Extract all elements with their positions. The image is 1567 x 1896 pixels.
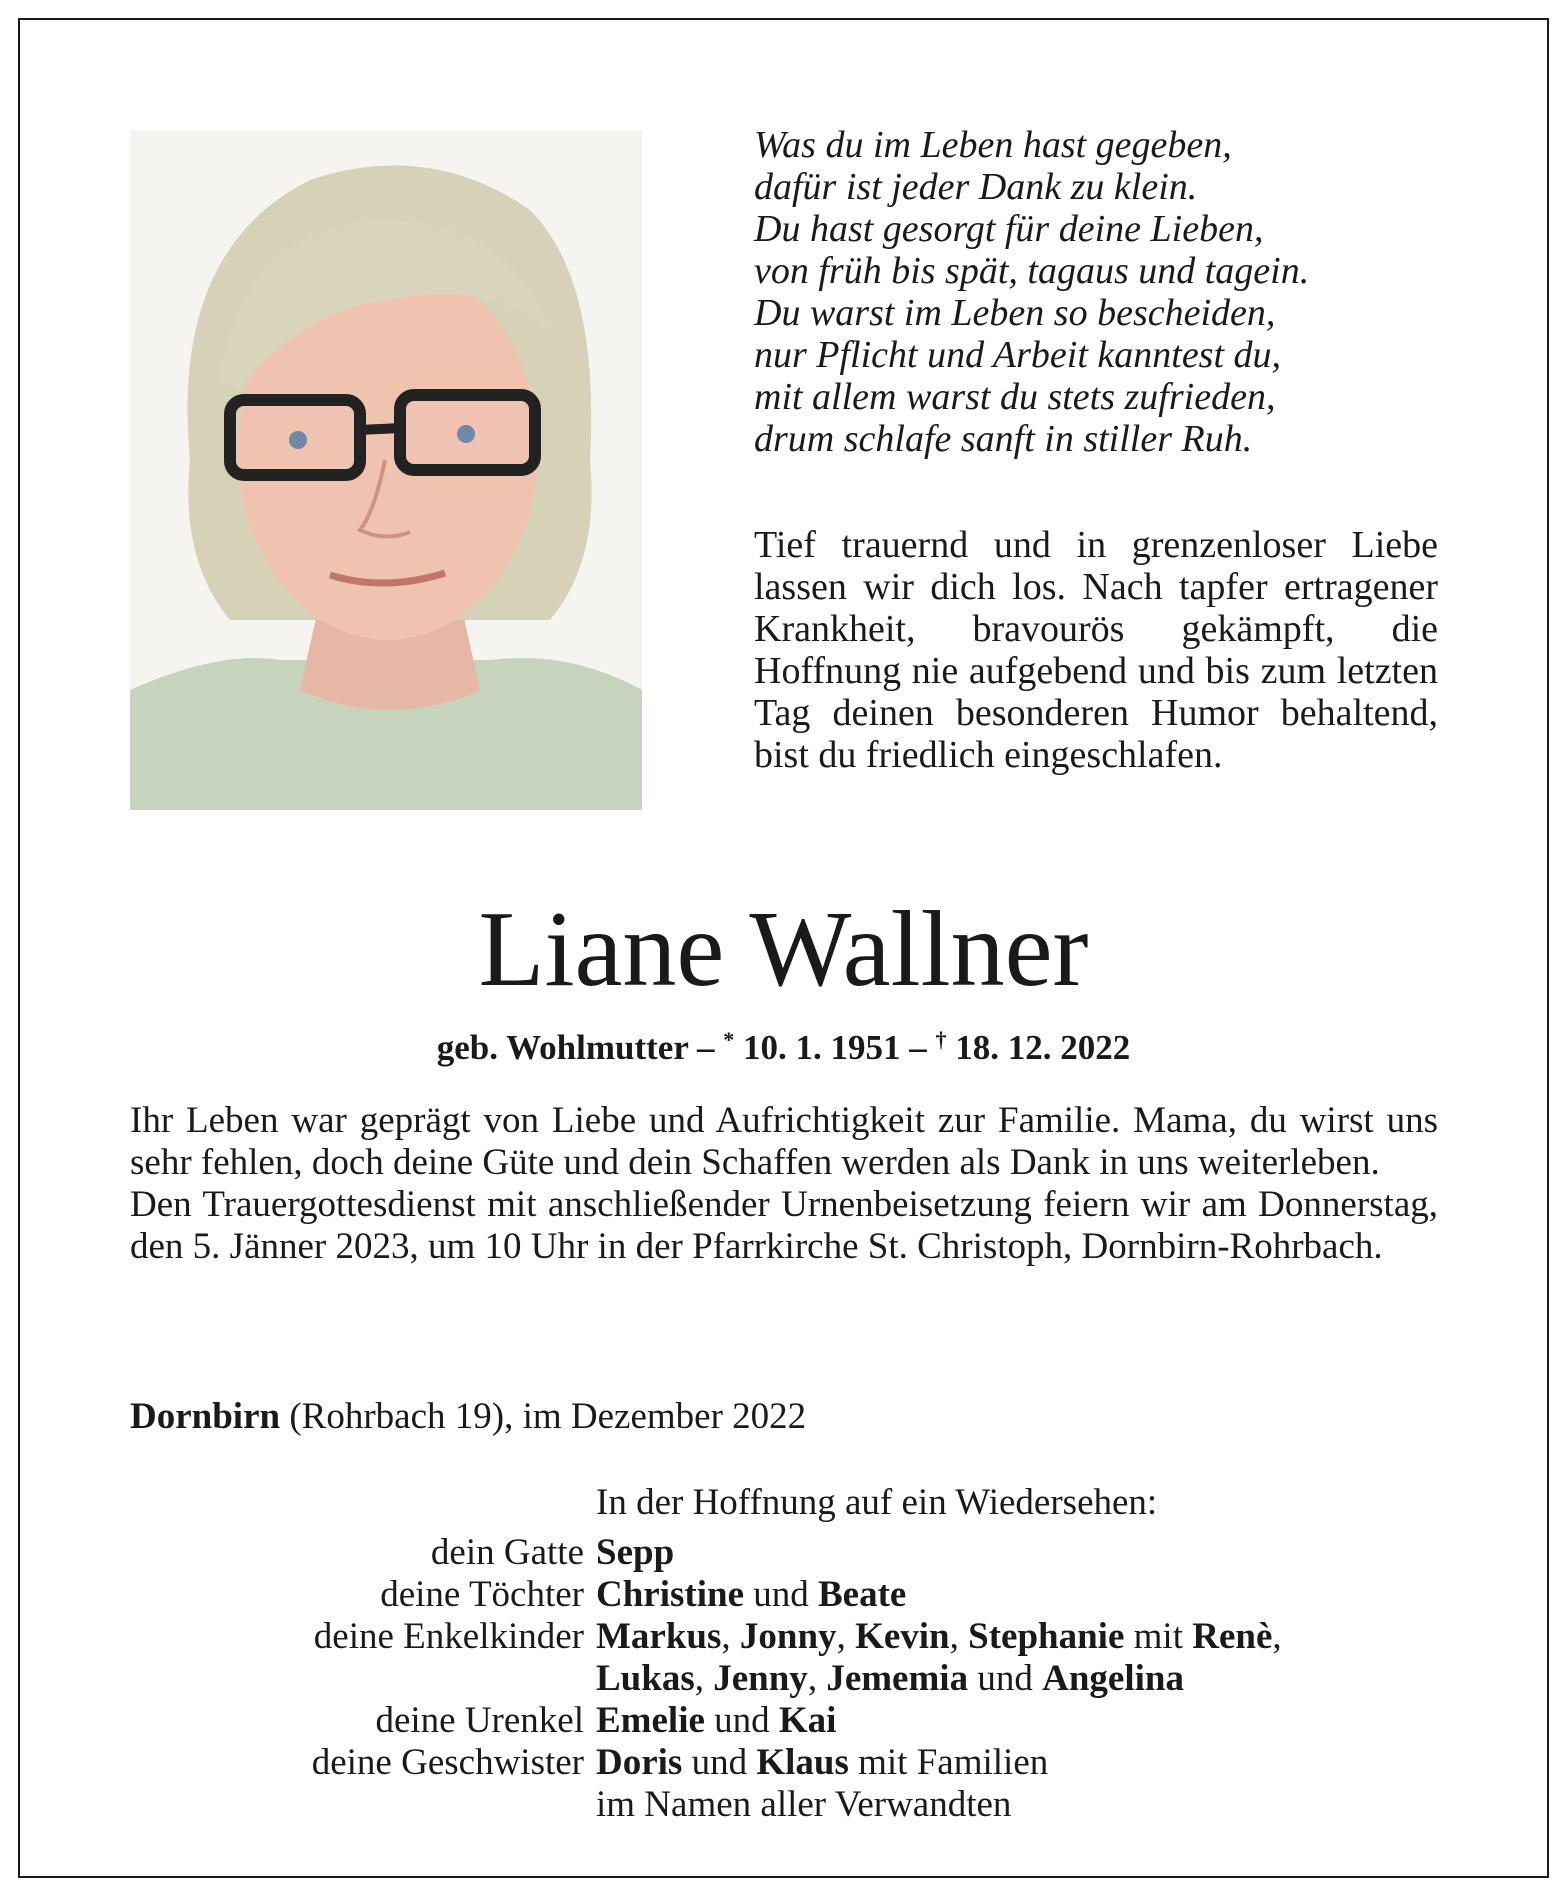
family-row-siblings	[130, 1742, 1450, 1784]
family-role: deine Töchter	[380, 1574, 584, 1615]
birth-name: geb. Wohlmutter –	[436, 1028, 715, 1067]
family-name: Angelina	[1042, 1658, 1184, 1699]
death-date: 18. 12. 2022	[955, 1028, 1131, 1067]
family-name: Jonny	[739, 1616, 837, 1657]
family-name: Stephanie	[968, 1616, 1125, 1657]
family-name: Renè	[1192, 1616, 1273, 1657]
poem-line: Du hast gesorgt für deine Lieben,	[754, 208, 1264, 250]
family-name: Sepp	[596, 1532, 675, 1573]
death-symbol: †	[935, 1027, 947, 1052]
poem-line: von früh bis spät, tagaus und tagein.	[754, 250, 1310, 292]
family-name: Jememia	[826, 1658, 969, 1699]
family-role: dein Gatte	[430, 1532, 584, 1573]
family-role: deine Enkelkinder	[313, 1616, 584, 1657]
comma: ,	[694, 1658, 704, 1699]
family-name: Jenny	[713, 1658, 808, 1699]
birth-symbol: *	[723, 1027, 735, 1052]
family-name: Doris	[596, 1742, 683, 1783]
comma: ,	[807, 1658, 818, 1699]
intro-paragraph: Tief trauernd und in grenzenloser Liebe lassen wir dich los. Nach tapfer ertragener Krankheit, bravourös gekämpft, die Hoffnung nie aufgebend und bis zum letzten Tag deinen besonderen Humor behaltend, bist du friedlich eingeschlafen.	[754, 524, 1438, 776]
family-name: Markus	[596, 1616, 722, 1657]
family-name: Emelie	[596, 1700, 705, 1741]
family-name: Lukas	[596, 1658, 695, 1699]
birth-date: 10. 1. 1951 –	[743, 1028, 927, 1067]
conjunction: und	[977, 1658, 1033, 1699]
family-name: Christine	[596, 1574, 744, 1615]
conjunction: mit	[1133, 1616, 1183, 1657]
hope-line: In der Hoffnung auf ein Wiedersehen:	[596, 1482, 1158, 1523]
life-dates	[0, 1018, 1567, 1070]
poem-line: dafür ist jeder Dank zu klein.	[754, 166, 1198, 208]
comma: ,	[949, 1616, 959, 1657]
place-city: Dornbirn	[130, 1396, 281, 1437]
poem-line: Was du im Leben hast gegeben,	[754, 124, 1232, 166]
family-name: Beate	[818, 1574, 907, 1615]
family-name: Klaus	[756, 1742, 849, 1783]
poem-line: Du warst im Leben so bescheiden,	[754, 292, 1276, 334]
deceased-name: Liane Wallner	[478, 890, 1089, 1009]
family-role: deine Geschwister	[311, 1742, 584, 1783]
conjunction: und	[753, 1574, 809, 1615]
conjunction: und	[714, 1700, 770, 1741]
poem-line: nur Pflicht und Arbeit kanntest du,	[754, 334, 1282, 376]
service-paragraph: Den Trauergottesdienst mit anschließender Urnenbeisetzung feiern wir am Donnerstag, den 5. Jänner 2023, um 10 Uhr in der Pfarrkirche St. Christoph, Dornbirn-Rohrbach.	[130, 1184, 1438, 1267]
comma: ,	[836, 1616, 846, 1657]
closing-line: im Namen aller Verwandten	[596, 1784, 1012, 1825]
family-role: deine Urenkel	[375, 1700, 584, 1741]
tribute-paragraph: Ihr Leben war geprägt von Liebe und Aufrichtigkeit zur Familie. Mama, du wirst uns sehr fehlen, doch deine Güte und dein Schaffen werden als Dank in uns weiterleben.	[130, 1100, 1438, 1183]
memorial-poem	[754, 124, 1474, 460]
conjunction: und	[691, 1742, 748, 1783]
portrait-photo	[130, 130, 642, 810]
poem-line: drum schlafe sanft in stiller Ruh.	[754, 418, 1253, 460]
family-row-grandchildren-cont	[130, 1658, 1450, 1700]
comma: ,	[721, 1616, 731, 1657]
comma: ,	[1272, 1616, 1282, 1657]
body-text	[130, 1100, 1438, 1268]
family-row-spouse	[130, 1532, 1450, 1574]
family-row-great-grandchildren	[130, 1700, 1450, 1742]
place-date-line	[130, 1396, 806, 1438]
family-row-daughters	[130, 1574, 1450, 1616]
family-tail: mit Familien	[858, 1742, 1049, 1783]
family-row-grandchildren	[130, 1616, 1450, 1658]
place-rest: (Rohrbach 19), im Dezember 2022	[289, 1396, 807, 1437]
family-name: Kevin	[855, 1616, 950, 1657]
poem-line: mit allem warst du stets zufrieden,	[754, 376, 1276, 418]
family-name: Kai	[778, 1700, 837, 1741]
family-list	[130, 1532, 1450, 1826]
family-row-closing	[130, 1784, 1450, 1826]
